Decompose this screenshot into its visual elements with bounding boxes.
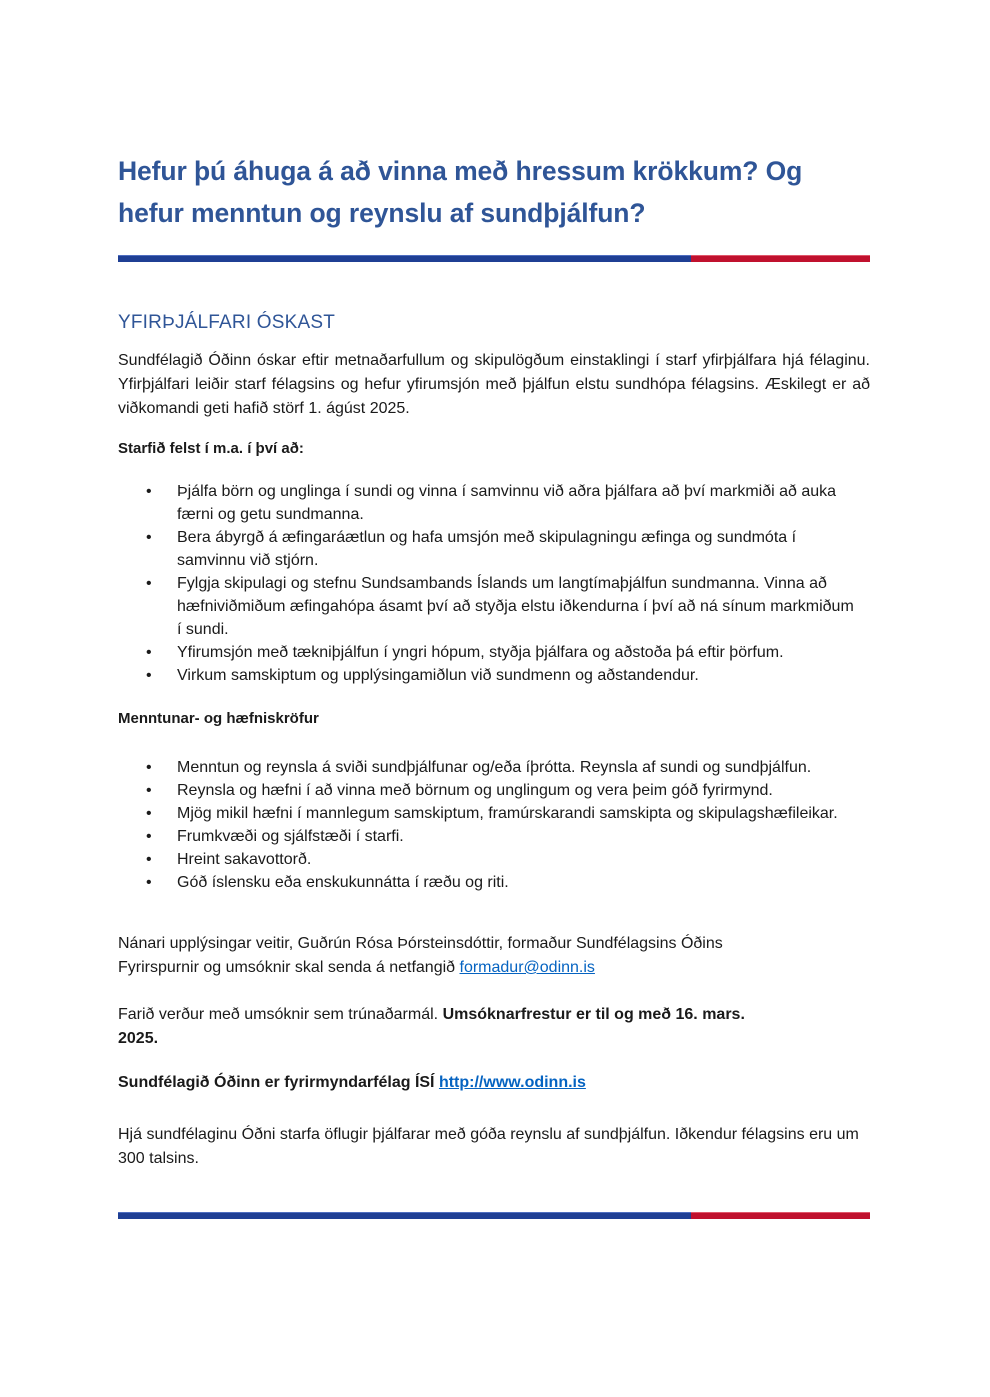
- requirements-heading: Menntunar- og hæfniskröfur: [118, 710, 319, 727]
- divider-red-segment: [691, 255, 870, 262]
- duties-heading: Starfið felst í m.a. í því að:: [118, 440, 304, 457]
- list-item: • Virkum samskiptum og upplýsingamiðlun við sundmenn og aðstandendur.: [118, 664, 857, 687]
- divider-red-segment: [691, 1212, 870, 1219]
- list-item: • Hreint sakavottorð.: [118, 848, 857, 871]
- email-link[interactable]: formadur@odinn.is: [459, 959, 595, 976]
- list-item: • Þjálfa börn og unglinga í sundi og vinna í samvinnu við aðra þjálfara að því markmiði að auka færni og getu sundmanna.: [118, 480, 857, 526]
- contact-block: [118, 932, 870, 980]
- about-paragraph: Hjá sundfélaginu Óðni starfa öflugir þjálfarar með góða reynslu af sundþjálfun. Iðkendur félagsins eru um 300 talsins.: [118, 1126, 859, 1167]
- page-title: Hefur þú áhuga á að vinna með hressum krökkum? Og hefur menntun og reynslu af sundþjálfun?: [118, 156, 803, 228]
- divider-blue-segment: [118, 1212, 691, 1219]
- duties-list: [118, 480, 870, 687]
- list-item: • Reynsla og hæfni í að vinna með börnum og unglingum og vera þeim góð fyrirmynd.: [118, 779, 857, 802]
- contact-email-line: [118, 956, 870, 980]
- contact-info: Nánari upplýsingar veitir, Guðrún Rósa Þórsteinsdóttir, formaður Sundfélagsins Óðins: [118, 935, 723, 952]
- list-item: • Mjög mikil hæfni í mannlegum samskiptum, framúrskarandi samskipta og skipulagshæfileikar.: [118, 802, 857, 825]
- list-item: • Góð íslensku eða enskukunnátta í ræðu og riti.: [118, 871, 857, 894]
- model-club-text: Sundfélagið Óðinn er fyrirmyndarfélag ÍSÍ: [118, 1074, 439, 1091]
- deadline-text: Umsóknarfrestur er til og með 16. mars. 2025.: [118, 1006, 745, 1047]
- bottom-divider: [118, 1212, 870, 1219]
- list-item: • Bera ábyrgð á æfingaráætlun og hafa umsjón með skipulagningu æfinga og sundmóta í samvinnu við stjórn.: [118, 526, 857, 572]
- section-heading: YFIRÞJÁLFARI ÓSKAST: [118, 312, 336, 333]
- confidentiality-paragraph: [118, 1003, 778, 1051]
- list-item: • Menntun og reynsla á sviði sundþjálfunar og/eða íþrótta. Reynsla af sundi og sundþjálfun.: [118, 756, 857, 779]
- divider-blue-segment: [118, 255, 691, 262]
- confidential-text: Farið verður með umsóknir sem trúnaðarmál.: [118, 1006, 443, 1023]
- contact-email-label: Fyrirspurnir og umsóknir skal senda á netfangið: [118, 959, 460, 976]
- website-link[interactable]: http://www.odinn.is: [438, 1074, 586, 1091]
- list-item: • Frumkvæði og sjálfstæði í starfi.: [118, 825, 857, 848]
- top-divider: [118, 255, 870, 262]
- intro-paragraph: Sundfélagið Óðinn óskar eftir metnaðarfullum og skipulögðum einstaklingi í starf yfirþjálfara hjá félaginu. Yfirþjálfari leiðir starf félagsins og hefur yfirumsjón með þjálfun elstu sundhópa félagsins. Æskilegt er að viðkomandi geti hafið störf 1. ágúst 2025.: [118, 352, 870, 417]
- list-item: • Fylgja skipulagi og stefnu Sundsambands Íslands um langtímaþjálfun sundmanna. Vinna að hæfniviðmiðum æfingahópa ásamt því að styðja elstu iðkendurna í því að ná sínum markmiðum í sundi.: [118, 572, 857, 641]
- requirements-list: [118, 756, 870, 894]
- model-club-line: [118, 1071, 586, 1095]
- list-item: • Yfirumsjón með tækniþjálfun í yngri hópum, styðja þjálfara og aðstoða þá eftir þörfum.: [118, 641, 857, 664]
